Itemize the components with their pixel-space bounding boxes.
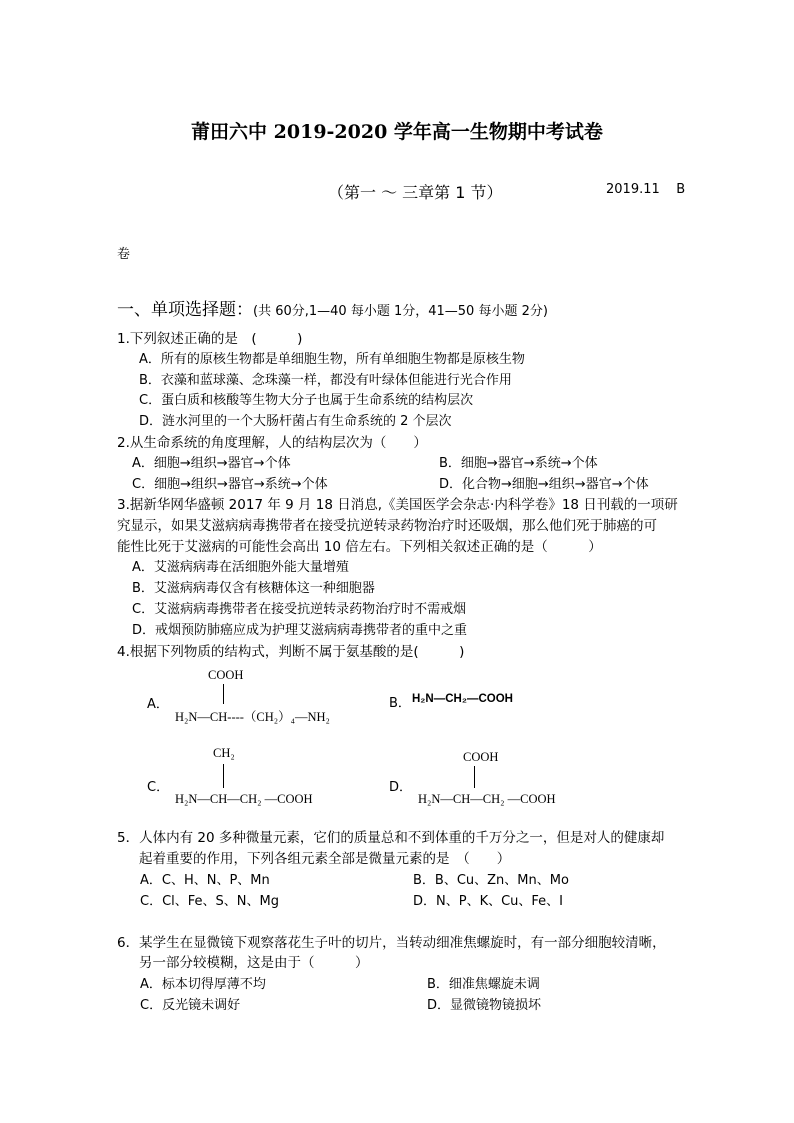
q4-a-cooh: COOH: [208, 668, 244, 682]
q5-line-2: 起着重要的作用，下列各组元素全部是微量元素的是 （ ）: [139, 851, 511, 867]
q4-option-a-label: A．: [147, 697, 169, 712]
q3-option-b: B．艾滋病病毒仅含有核糖体这一种细胞器: [132, 581, 375, 596]
exam-title: 莆田六中 2019-2020 学年高一生物期中考试卷: [191, 121, 603, 143]
q2-stem: 2.从生命系统的角度理解，人的结构层次为（ ）: [117, 435, 427, 451]
exam-date-version: [606, 182, 685, 197]
q4-d-bond: [474, 766, 475, 788]
q3-option-a: A．艾滋病病毒在活细胞外能大量增殖: [132, 560, 349, 575]
q5-option-a: A．C、H、N、P、Mn: [140, 873, 270, 888]
q3-line-3: 能性比死于艾滋病的可能性会高出 10 倍左右。下列相关叙述正确的是（ ）: [117, 539, 602, 555]
q3-line-1: 3.据新华网华盛顿 2017 年 9 月 18 日消息,《美国医学会杂志·内科学卷》18 日刊载的一项研: [117, 497, 678, 513]
q2-option-a: A．细胞→组织→器官→个体: [132, 456, 291, 471]
q5-option-c: C．Cl、Fe、S、N、Mg: [140, 894, 279, 909]
q4-option-c-label: C．: [147, 780, 170, 795]
q4-c-ch2: CH₂: [213, 746, 235, 760]
q4-stem: 4.根据下列物质的结构式，判断不属于氨基酸的是( ): [117, 644, 465, 660]
q3-line-2: 究显示，如果艾滋病病毒携带者在接受抗逆转录药物治疗时还吸烟，那么他们死于肺癌的可: [117, 518, 657, 534]
q2-option-c: C．细胞→组织→器官→系统→个体: [132, 477, 328, 492]
exam-version-cont: 卷: [117, 247, 131, 262]
q4-d-cooh: COOH: [463, 750, 499, 764]
q6-option-c: C．反光镜未调好: [140, 998, 241, 1013]
q4-option-b-label: B．: [389, 696, 411, 711]
q1-option-c: C．蛋白质和核酸等生物大分子也属于生命系统的结构层次: [139, 393, 474, 408]
exam-subtitle: （第一 ～ 三章第 1 节）: [328, 183, 503, 202]
q6-option-b: B．细准焦螺旋未调: [427, 977, 540, 992]
q1-option-b: B．衣藻和蓝球藻、念珠藻一样，都没有叶绿体但能进行光合作用: [139, 373, 512, 388]
q4-c-bond: [223, 764, 224, 788]
q1-stem: 1.下列叙述正确的是 ( ): [117, 331, 303, 347]
q6-line-2: 另一部分较模糊，这是由于（ ）: [139, 955, 369, 971]
q1-option-a: A．所有的原核生物都是单细胞生物，所有单细胞生物都是原核生物: [139, 352, 525, 367]
q5-option-d: D．N、P、K、Cu、Fe、I: [413, 894, 564, 909]
q2-option-b: B．细胞→器官→系统→个体: [439, 456, 598, 471]
q5-line-1: 5．人体内有 20 多种微量元素，它们的质量总和不到体重的千万分之一，但是对人的健康却: [117, 830, 665, 846]
q6-line-1: 6．某学生在显微镜下观察落花生子叶的切片，当转动细准焦螺旋时，有一部分细胞较清晰，: [117, 935, 666, 951]
q4-a-formula: H₂N—CH----（CH₂）₄—NH₂: [175, 710, 330, 724]
section-note: (共 60分,1—40 每小题 1分，41—50 每小题 2分): [253, 304, 548, 319]
q1-option-d: D．涟水河里的一个大肠杆菌占有生命系统的 2 个层次: [139, 414, 452, 429]
q2-option-d: D．化合物→细胞→组织→器官→个体: [439, 477, 649, 492]
q6-option-d: D．显微镜物镜损坏: [427, 998, 542, 1013]
q4-c-formula: H₂N—CH—CH₂ —COOH: [175, 792, 313, 806]
q4-option-d-label: D．: [389, 780, 413, 795]
q4-b-formula: H₂N—CH₂—COOH: [412, 693, 513, 705]
q3-option-d: D．戒烟预防肺癌应成为护理艾滋病病毒携带者的重中之重: [132, 623, 468, 638]
section-heading: [117, 295, 548, 320]
exam-version: B: [676, 182, 686, 197]
q4-d-formula: H₂N—CH—CH₂ —COOH: [418, 792, 556, 806]
section-title: 一、单项选择题：: [117, 300, 253, 320]
exam-date: 2019.11: [606, 182, 660, 197]
q3-option-c: C．艾滋病病毒携带者在接受抗逆转录药物治疗时不需戒烟: [132, 602, 467, 617]
q5-option-b: B．B、Cu、Zn、Mn、Mo: [413, 873, 569, 888]
q6-option-a: A．标本切得厚薄不均: [140, 977, 266, 992]
q4-a-bond: [223, 684, 224, 704]
